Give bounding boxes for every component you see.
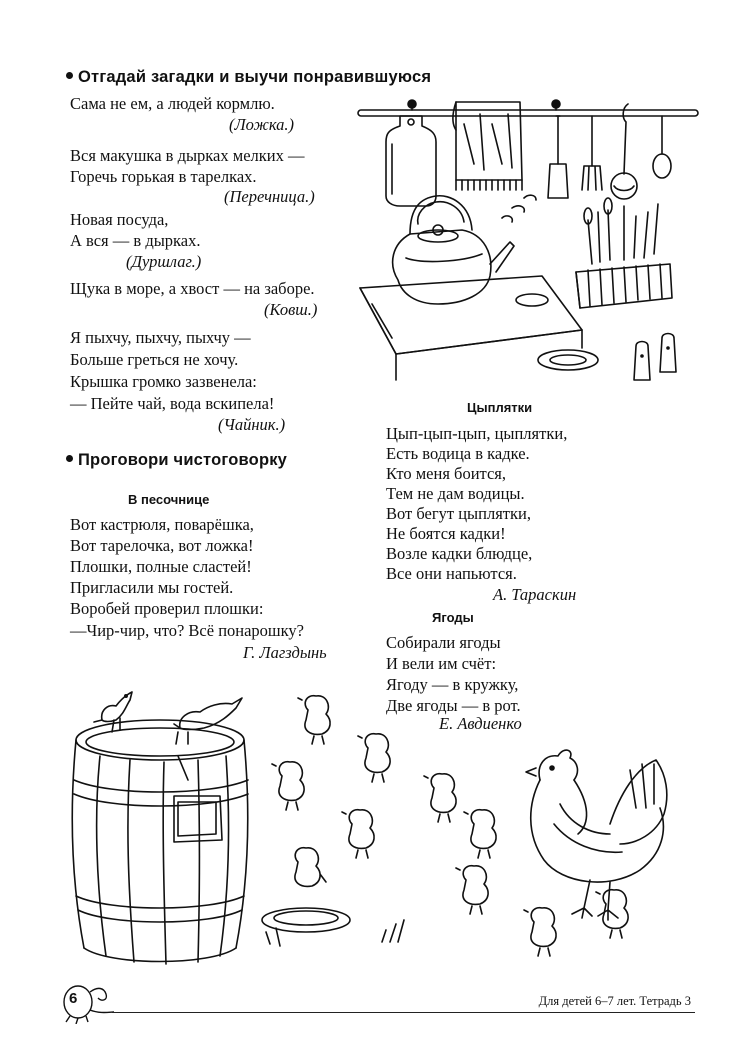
chicks-poem-title: Цыплятки bbox=[467, 400, 533, 415]
sandbox-poem-line: Пригласили мы гостей. bbox=[70, 578, 234, 597]
water-dish-icon bbox=[262, 908, 404, 946]
riddle-5-line-4: — Пейте чай, вода вскипела! bbox=[70, 394, 275, 413]
berries-poem-line: Две ягоды — в рот. bbox=[386, 696, 521, 715]
barrel-icon bbox=[72, 720, 248, 964]
kitchen-illustration bbox=[352, 94, 704, 382]
chick-icon bbox=[456, 866, 488, 914]
sandbox-poem-line: Плошки, полные сластей! bbox=[70, 557, 252, 576]
riddle-2-line-2: Горечь горькая в тарелках. bbox=[70, 167, 257, 186]
riddle-5-line-2: Больше греться не хочу. bbox=[70, 350, 239, 369]
berries-poem-line: И вели им счёт: bbox=[386, 654, 497, 673]
utensil-rail bbox=[358, 110, 698, 116]
chicks-poem-line: Есть водица в кадке. bbox=[386, 444, 530, 463]
chick-icon bbox=[524, 908, 556, 956]
riddle-1-answer: (Ложка.) bbox=[229, 115, 295, 134]
footer-divider bbox=[112, 1012, 695, 1013]
chick-icon bbox=[272, 762, 304, 810]
page-number: 6 bbox=[69, 990, 78, 1007]
salt-shaker-icon bbox=[634, 334, 676, 381]
riddle-5-answer: (Чайник.) bbox=[218, 415, 286, 434]
chick-icon bbox=[424, 774, 456, 822]
sandbox-poem-line: Вот кастрюля, поварёшка, bbox=[70, 515, 254, 534]
riddles-heading bbox=[66, 68, 431, 87]
sandbox-poem-line: Воробей проверил плошки: bbox=[70, 599, 264, 618]
riddle-2-answer: (Перечница.) bbox=[224, 187, 315, 206]
kettle-icon bbox=[393, 196, 514, 304]
footer-text: Для детей 6–7 лет. Тетрадь 3 bbox=[538, 994, 691, 1008]
berries-poem-author: Е. Авдиенко bbox=[439, 714, 522, 733]
dish-rack-icon bbox=[576, 198, 672, 308]
chicks-poem-line: Не боятся кадки! bbox=[386, 524, 506, 543]
bullet-icon bbox=[66, 455, 73, 462]
riddles-heading-text: Отгадай загадки и выучи понравившуюся bbox=[78, 68, 432, 86]
chicks-poem-line: Возле кадки блюдце, bbox=[386, 544, 533, 563]
hen-icon bbox=[526, 750, 667, 920]
sandbox-poem-title: В песочнице bbox=[128, 492, 210, 507]
farmyard-illustration bbox=[70, 684, 690, 974]
chick-icon bbox=[295, 848, 326, 887]
chick-icon bbox=[342, 810, 374, 858]
riddle-3-line-1: Новая посуда, bbox=[70, 210, 169, 229]
fork-icon bbox=[582, 116, 602, 190]
chicks-poem-line: Цып-цып-цып, цыплятки, bbox=[386, 424, 568, 443]
chick-icon bbox=[358, 734, 390, 782]
chick-icon bbox=[464, 810, 496, 858]
berries-poem-line: Собирали ягоды bbox=[386, 633, 501, 652]
riddle-2-line-1: Вся макушка в дырках мелких — bbox=[70, 146, 305, 165]
sandbox-poem-line: —Чир-чир, что? Всё понарошку? bbox=[70, 621, 304, 640]
riddle-3-line-2: А вся — в дырках. bbox=[70, 231, 201, 250]
riddle-3-answer: (Дуршлаг.) bbox=[126, 252, 202, 271]
riddle-1-line-1: Сама не ем, а людей кормлю. bbox=[70, 94, 275, 113]
towel-icon bbox=[453, 102, 522, 190]
tongue-twister-heading-text: Проговори чистоговорку bbox=[78, 451, 288, 469]
chicks-poem-line: Все они напьются. bbox=[386, 564, 517, 583]
riddle-5-line-3: Крышка громко зазвенела: bbox=[70, 372, 257, 391]
plate-icon bbox=[538, 350, 598, 370]
riddle-4-line-1: Щука в море, а хвост — на заборе. bbox=[70, 279, 315, 298]
chicks-poem-line: Кто меня боится, bbox=[386, 464, 506, 483]
skimmer-icon bbox=[653, 116, 671, 178]
berries-poem-title: Ягоды bbox=[432, 610, 474, 625]
ladle-icon bbox=[611, 104, 637, 199]
chicks-poem-author: А. Тараскин bbox=[493, 585, 577, 604]
bullet-icon bbox=[66, 72, 73, 79]
chick-icon bbox=[298, 696, 330, 744]
sandbox-poem-author: Г. Лагздынь bbox=[243, 643, 327, 662]
spatula-icon bbox=[548, 116, 568, 198]
sandbox-poem-line: Вот тарелочка, вот ложка! bbox=[70, 536, 254, 555]
tongue-twister-heading bbox=[66, 451, 287, 470]
stove-icon bbox=[360, 276, 582, 380]
riddle-4-answer: (Ковш.) bbox=[264, 300, 318, 319]
berries-poem-line: Ягоду — в кружку, bbox=[386, 675, 519, 694]
chicks-poem-line: Тем не дам водицы. bbox=[386, 484, 525, 503]
chicks-poem-line: Вот бегут цыплятки, bbox=[386, 504, 531, 523]
riddle-5-line-1: Я пыхчу, пыхчу, пыхчу — bbox=[70, 328, 251, 347]
cutting-board-icon bbox=[386, 116, 436, 206]
